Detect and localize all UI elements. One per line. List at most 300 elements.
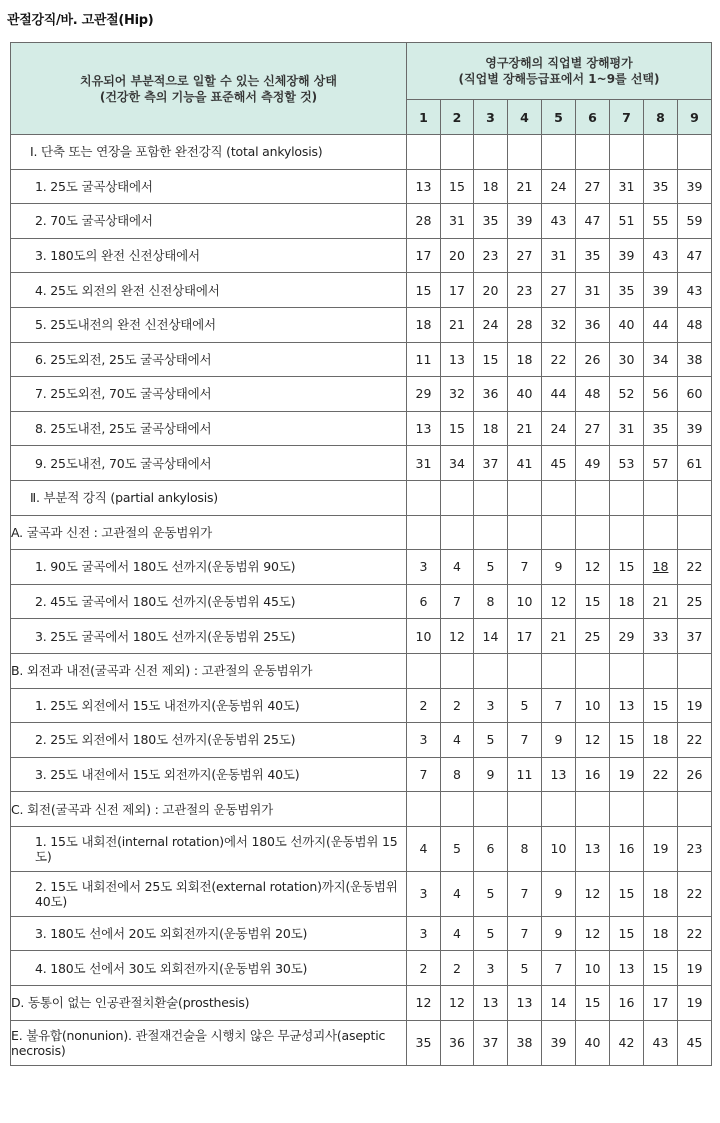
empty-cell xyxy=(542,480,576,515)
rating-value: 22 xyxy=(652,766,669,782)
rating-value: 23 xyxy=(482,248,499,264)
rating-cell xyxy=(610,238,644,273)
rating-value: 33 xyxy=(652,628,669,644)
rating-value: 12 xyxy=(550,594,567,610)
rating-cell xyxy=(610,342,644,377)
row-label: 2. 15도 내회전에서 25도 외회전(external rotation)까지(운동범위 40도) xyxy=(11,871,407,916)
rating-value: 10 xyxy=(550,841,567,857)
rating-value: 47 xyxy=(584,213,601,229)
empty-cell xyxy=(610,653,644,688)
rating-cell xyxy=(542,986,576,1021)
rating-cell xyxy=(576,951,610,986)
rating-value: 5 xyxy=(453,841,461,857)
rating-value: 22 xyxy=(686,886,703,902)
rating-cell xyxy=(644,273,678,308)
rating-cell xyxy=(644,307,678,342)
rating-value: 7 xyxy=(554,697,563,713)
row-label: B. 외전과 내전(굴곡과 신전 제외) : 고관절의 운동범위가 xyxy=(11,653,407,688)
rating-value: 3 xyxy=(486,960,495,976)
rating-value: 23 xyxy=(516,282,533,298)
rating-cell xyxy=(407,619,441,654)
rating-value: 39 xyxy=(550,1035,567,1051)
rating-value: 18 xyxy=(618,594,635,610)
rating-value: 39 xyxy=(686,421,703,437)
rating-value: 27 xyxy=(584,421,601,437)
rating-value: 4 xyxy=(453,559,461,575)
rating-cell xyxy=(678,307,712,342)
rating-cell xyxy=(678,826,712,871)
table-row xyxy=(11,986,712,1021)
table-row xyxy=(11,1020,712,1065)
rating-value: 21 xyxy=(652,594,669,610)
rating-value: 43 xyxy=(652,248,669,264)
rating-value: 43 xyxy=(652,1035,669,1051)
row-label: 3. 25도 굴곡에서 180도 선까지(운동범위 25도) xyxy=(11,619,407,654)
empty-cell xyxy=(542,515,576,550)
rating-cell xyxy=(678,204,712,239)
rating-value: 19 xyxy=(652,841,669,857)
rating-value: 25 xyxy=(584,628,601,644)
rating-value: 13 xyxy=(618,960,635,976)
rating-cell xyxy=(678,238,712,273)
rating-cell xyxy=(508,619,542,654)
rating-value: 6 xyxy=(419,594,428,610)
row-label: 1. 15도 내회전(internal rotation)에서 180도 선까지(운동범위 15도) xyxy=(11,826,407,871)
table-row xyxy=(11,377,712,412)
row-label: 3. 25도 내전에서 15도 외전까지(운동범위 40도) xyxy=(11,757,407,792)
rating-cell xyxy=(576,411,610,446)
rating-value: 19 xyxy=(686,995,703,1011)
rating-value: 11 xyxy=(415,351,432,367)
rating-value: 52 xyxy=(618,386,635,402)
rating-value: 28 xyxy=(516,317,533,333)
rating-value: 21 xyxy=(516,178,533,194)
empty-cell xyxy=(610,792,644,827)
rating-value: 22 xyxy=(686,559,703,575)
rating-cell xyxy=(576,307,610,342)
rating-value: 9 xyxy=(554,926,563,942)
rating-value: 13 xyxy=(482,995,499,1011)
empty-cell xyxy=(678,515,712,550)
rating-value: 44 xyxy=(652,317,669,333)
rating-value: 9 xyxy=(486,766,495,782)
rating-value: 27 xyxy=(550,282,567,298)
rating-value: 7 xyxy=(453,594,461,610)
rating-value: 19 xyxy=(686,960,703,976)
rating-value: 14 xyxy=(482,628,499,644)
rating-cell xyxy=(610,826,644,871)
rating-value: 3 xyxy=(419,886,428,902)
rating-cell xyxy=(441,169,474,204)
table-row xyxy=(11,826,712,871)
empty-cell xyxy=(441,653,474,688)
empty-cell xyxy=(678,480,712,515)
rating-cell xyxy=(474,916,508,951)
grade-number-7: 7 xyxy=(610,100,644,135)
rating-cell xyxy=(610,951,644,986)
rating-cell xyxy=(610,307,644,342)
rating-value: 32 xyxy=(550,317,567,333)
empty-cell xyxy=(678,135,712,170)
rating-value: 5 xyxy=(486,559,495,575)
rating-cell xyxy=(576,619,610,654)
rating-cell xyxy=(576,273,610,308)
table-row xyxy=(11,204,712,239)
rating-value: 12 xyxy=(415,995,432,1011)
rating-value: 51 xyxy=(618,213,635,229)
row-label: 3. 180도의 완전 신전상태에서 xyxy=(11,238,407,273)
empty-cell xyxy=(407,653,441,688)
row-label: 7. 25도외전, 70도 굴곡상태에서 xyxy=(11,377,407,412)
rating-cell xyxy=(407,951,441,986)
rating-value: 27 xyxy=(516,248,533,264)
rating-value: 56 xyxy=(652,386,669,402)
rating-value: 15 xyxy=(482,351,499,367)
rating-cell xyxy=(508,169,542,204)
rating-value: 43 xyxy=(550,213,567,229)
rating-cell xyxy=(407,273,441,308)
rating-value: 45 xyxy=(686,1035,703,1051)
rating-value: 42 xyxy=(618,1035,635,1051)
rating-cell xyxy=(644,757,678,792)
empty-cell xyxy=(644,480,678,515)
rating-value: 36 xyxy=(584,317,601,333)
rating-value: 45 xyxy=(550,455,567,471)
row-label: 1. 25도 굴곡상태에서 xyxy=(11,169,407,204)
rating-value: 15 xyxy=(618,732,635,748)
rating-cell xyxy=(508,951,542,986)
rating-cell xyxy=(644,871,678,916)
table-row xyxy=(11,723,712,758)
rating-cell xyxy=(678,757,712,792)
rating-cell xyxy=(610,550,644,585)
rating-cell xyxy=(678,169,712,204)
rating-cell xyxy=(407,342,441,377)
table-row xyxy=(11,342,712,377)
rating-value: 21 xyxy=(449,317,465,333)
rating-cell xyxy=(474,204,508,239)
grade-number-4: 4 xyxy=(508,100,542,135)
rating-value: 15 xyxy=(449,421,465,437)
rating-cell xyxy=(407,204,441,239)
rating-cell xyxy=(542,377,576,412)
rating-cell xyxy=(610,584,644,619)
rating-cell xyxy=(508,550,542,585)
rating-value: 15 xyxy=(618,559,635,575)
condition-header xyxy=(11,43,407,135)
empty-cell xyxy=(474,792,508,827)
rating-cell xyxy=(644,619,678,654)
empty-cell xyxy=(441,792,474,827)
rating-cell xyxy=(508,273,542,308)
row-label: 4. 180도 선에서 30도 외회전까지(운동범위 30도) xyxy=(11,951,407,986)
row-label: D. 동통이 없는 인공관절치환술(prosthesis) xyxy=(11,986,407,1021)
empty-cell xyxy=(407,792,441,827)
rating-cell xyxy=(474,619,508,654)
rating-value: 34 xyxy=(652,351,669,367)
rating-cell xyxy=(508,342,542,377)
rating-value: 4 xyxy=(419,841,428,857)
rating-cell xyxy=(441,619,474,654)
rating-cell xyxy=(610,411,644,446)
rating-cell xyxy=(542,238,576,273)
rating-value: 10 xyxy=(415,628,432,644)
empty-cell xyxy=(542,135,576,170)
rating-cell xyxy=(407,550,441,585)
rating-cell xyxy=(610,1020,644,1065)
rating-cell xyxy=(508,723,542,758)
row-label: 1. 25도 외전에서 15도 내전까지(운동범위 40도) xyxy=(11,688,407,723)
rating-cell xyxy=(678,273,712,308)
rating-cell xyxy=(441,342,474,377)
rating-value: 31 xyxy=(618,421,635,437)
rating-cell xyxy=(474,986,508,1021)
rating-value: 4 xyxy=(453,926,461,942)
rating-value: 16 xyxy=(618,995,635,1011)
rating-value: 35 xyxy=(652,178,669,194)
row-label: A. 굴곡과 신전 : 고관절의 운동범위가 xyxy=(11,515,407,550)
rating-cell xyxy=(678,723,712,758)
rating-value: 2 xyxy=(453,697,461,713)
empty-cell xyxy=(508,480,542,515)
rating-cell xyxy=(441,377,474,412)
rating-value: 13 xyxy=(415,421,432,437)
empty-cell xyxy=(542,653,576,688)
rating-cell xyxy=(542,204,576,239)
rating-cell xyxy=(678,871,712,916)
rating-value: 7 xyxy=(520,732,529,748)
condition-header-line1: 치유되어 부분적으로 일할 수 있는 신체장해 상태 xyxy=(80,73,337,88)
rating-cell xyxy=(508,916,542,951)
rating-cell xyxy=(576,826,610,871)
rating-value: 22 xyxy=(686,926,703,942)
rating-cell xyxy=(542,871,576,916)
table-row xyxy=(11,688,712,723)
empty-cell xyxy=(576,480,610,515)
empty-cell xyxy=(441,480,474,515)
rating-cell xyxy=(678,986,712,1021)
rating-value: 40 xyxy=(618,317,635,333)
row-label: 4. 25도 외전의 완전 신전상태에서 xyxy=(11,273,407,308)
rating-cell xyxy=(474,688,508,723)
rating-cell xyxy=(441,238,474,273)
rating-value: 24 xyxy=(550,178,567,194)
rating-cell xyxy=(407,446,441,481)
rating-cell xyxy=(474,723,508,758)
empty-cell xyxy=(508,792,542,827)
rating-cell xyxy=(441,871,474,916)
rating-value: 61 xyxy=(686,455,703,471)
rating-cell xyxy=(576,342,610,377)
rating-value: 10 xyxy=(516,594,533,610)
row-label: 8. 25도내전, 25도 굴곡상태에서 xyxy=(11,411,407,446)
rating-cell xyxy=(474,238,508,273)
rating-value: 17 xyxy=(415,248,432,264)
rating-cell xyxy=(678,1020,712,1065)
empty-cell xyxy=(407,515,441,550)
rating-value: 12 xyxy=(584,559,601,575)
rating-cell xyxy=(644,951,678,986)
rating-cell xyxy=(508,446,542,481)
rating-value: 13 xyxy=(550,766,567,782)
rating-cell xyxy=(474,1020,508,1065)
rating-cell xyxy=(610,986,644,1021)
rating-value: 25 xyxy=(686,594,703,610)
rating-cell xyxy=(474,169,508,204)
rating-cell xyxy=(576,584,610,619)
rating-value: 5 xyxy=(486,732,495,748)
rating-value: 17 xyxy=(449,282,465,298)
rating-value: 38 xyxy=(686,351,703,367)
rating-value: 49 xyxy=(584,455,601,471)
table-row xyxy=(11,792,712,827)
rating-cell xyxy=(441,951,474,986)
row-label: Ⅱ. 부분적 강직 (partial ankylosis) xyxy=(11,480,407,515)
rating-cell xyxy=(678,688,712,723)
empty-cell xyxy=(474,515,508,550)
rating-value: 34 xyxy=(449,455,465,471)
page-title: 관절강직/바. 고관절(Hip) xyxy=(7,13,154,28)
rating-cell xyxy=(474,757,508,792)
grade-number-9: 9 xyxy=(678,100,712,135)
row-label: 9. 25도내전, 70도 굴곡상태에서 xyxy=(11,446,407,481)
table-row xyxy=(11,584,712,619)
rating-cell xyxy=(407,238,441,273)
rating-value: 35 xyxy=(652,421,669,437)
rating-value: 26 xyxy=(686,766,703,782)
rating-cell xyxy=(542,1020,576,1065)
empty-cell xyxy=(644,515,678,550)
rating-cell xyxy=(644,169,678,204)
rating-value: 20 xyxy=(449,248,465,264)
rating-cell xyxy=(576,550,610,585)
grade-number-1: 1 xyxy=(407,100,441,135)
rating-cell xyxy=(474,584,508,619)
rating-value: 31 xyxy=(415,455,432,471)
rating-cell xyxy=(644,550,678,585)
rating-cell xyxy=(542,307,576,342)
rating-value: 47 xyxy=(686,248,703,264)
rating-value: 17 xyxy=(652,995,669,1011)
empty-cell xyxy=(610,515,644,550)
row-label: 2. 70도 굴곡상태에서 xyxy=(11,204,407,239)
rating-cell xyxy=(610,723,644,758)
rating-value: 15 xyxy=(618,886,635,902)
rating-value: 35 xyxy=(584,248,601,264)
rating-value: 28 xyxy=(415,213,432,229)
row-label: C. 회전(굴곡과 신전 제외) : 고관절의 운동범위가 xyxy=(11,792,407,827)
rating-cell xyxy=(644,826,678,871)
rating-value: 13 xyxy=(584,841,601,857)
rating-cell xyxy=(678,411,712,446)
rating-cell xyxy=(576,169,610,204)
row-label: 1. 90도 굴곡에서 180도 선까지(운동범위 90도) xyxy=(11,550,407,585)
rating-value: 15 xyxy=(652,960,669,976)
empty-cell xyxy=(576,515,610,550)
rating-cell xyxy=(644,723,678,758)
rating-cell xyxy=(407,584,441,619)
rating-cell xyxy=(678,584,712,619)
empty-cell xyxy=(508,653,542,688)
rating-value: 15 xyxy=(652,697,669,713)
rating-cell xyxy=(678,951,712,986)
rating-cell xyxy=(474,411,508,446)
rating-cell xyxy=(508,307,542,342)
rating-cell xyxy=(542,916,576,951)
rating-value: 23 xyxy=(686,841,703,857)
rating-cell xyxy=(407,377,441,412)
rating-value: 44 xyxy=(550,386,567,402)
empty-cell xyxy=(644,792,678,827)
rating-value: 3 xyxy=(419,926,428,942)
rating-value: 12 xyxy=(584,926,601,942)
row-label: E. 불유합(nonunion). 관절재건술을 시행치 않은 무균성괴사(aseptic necrosis) xyxy=(11,1020,407,1065)
rating-cell xyxy=(644,688,678,723)
rating-value: 9 xyxy=(554,886,563,902)
table-row xyxy=(11,951,712,986)
rating-cell xyxy=(441,986,474,1021)
rating-value: 19 xyxy=(618,766,635,782)
grade-header-line1: 영구장해의 직업별 장해평가 xyxy=(485,56,633,70)
rating-cell xyxy=(576,916,610,951)
empty-cell xyxy=(576,135,610,170)
rating-value: 48 xyxy=(686,317,703,333)
empty-cell xyxy=(610,480,644,515)
rating-value: 36 xyxy=(482,386,499,402)
rating-cell xyxy=(407,986,441,1021)
rating-value: 41 xyxy=(516,455,533,471)
rating-cell xyxy=(508,377,542,412)
rating-value: 8 xyxy=(520,841,529,857)
rating-value: 12 xyxy=(584,732,601,748)
rating-value: 35 xyxy=(415,1035,432,1051)
rating-cell xyxy=(542,550,576,585)
row-label: Ⅰ. 단축 또는 연장을 포함한 완전강직 (total ankylosis) xyxy=(11,135,407,170)
rating-value: 4 xyxy=(453,886,461,902)
rating-cell xyxy=(441,723,474,758)
empty-cell xyxy=(542,792,576,827)
rating-value: 5 xyxy=(520,960,529,976)
rating-cell xyxy=(610,169,644,204)
empty-cell xyxy=(508,135,542,170)
rating-value: 14 xyxy=(550,995,567,1011)
rating-value: 55 xyxy=(652,213,669,229)
rating-cell xyxy=(576,723,610,758)
empty-cell xyxy=(407,480,441,515)
rating-cell xyxy=(576,1020,610,1065)
empty-cell xyxy=(576,792,610,827)
table-row xyxy=(11,307,712,342)
table-row xyxy=(11,169,712,204)
rating-value: 29 xyxy=(618,628,635,644)
rating-cell xyxy=(441,826,474,871)
rating-cell xyxy=(542,757,576,792)
rating-cell xyxy=(678,342,712,377)
rating-value: 60 xyxy=(686,386,703,402)
grade-number-2: 2 xyxy=(441,100,474,135)
empty-cell xyxy=(610,135,644,170)
rating-value: 3 xyxy=(419,732,428,748)
rating-cell xyxy=(441,916,474,951)
rating-value: 12 xyxy=(584,886,601,902)
rating-value: 15 xyxy=(584,594,601,610)
rating-cell xyxy=(576,446,610,481)
rating-value: 22 xyxy=(686,732,703,748)
rating-cell xyxy=(474,377,508,412)
empty-cell xyxy=(407,135,441,170)
rating-cell xyxy=(407,307,441,342)
rating-cell xyxy=(678,446,712,481)
